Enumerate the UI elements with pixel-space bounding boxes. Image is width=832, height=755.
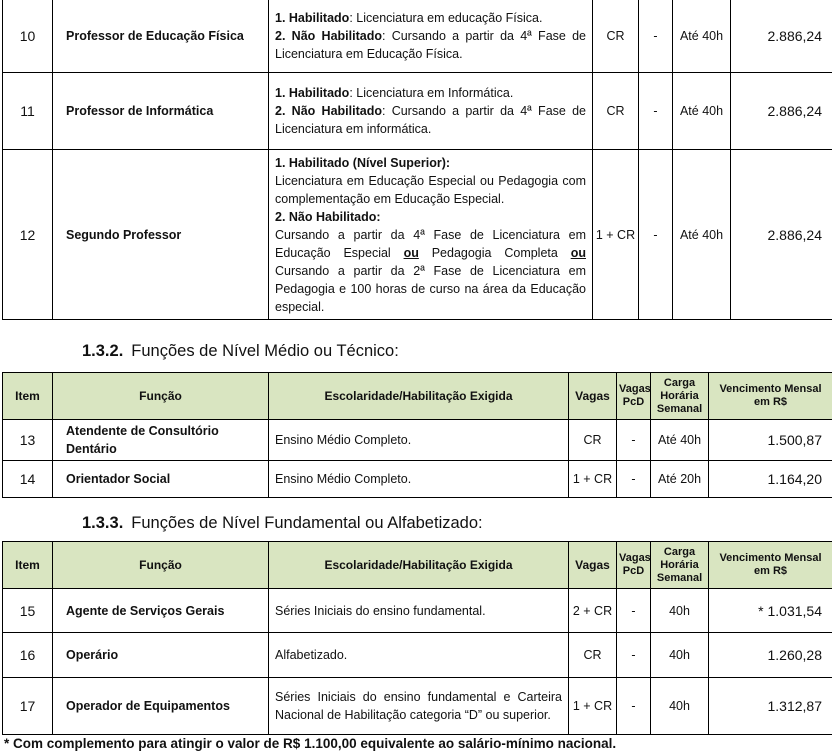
vagas-cell: CR: [593, 0, 639, 73]
header-funcao: Função: [53, 373, 269, 420]
pcd-cell: -: [617, 633, 651, 678]
vagas-cell: 2 + CR: [569, 589, 617, 633]
vencimento-cell: 2.886,24: [731, 73, 832, 150]
carga-cell: Até 40h: [673, 150, 731, 320]
vagas-cell: 1 + CR: [593, 150, 639, 320]
escolaridade-cell: [269, 150, 593, 320]
pcd-cell: -: [639, 150, 673, 320]
section-title-fundamental: [82, 514, 483, 533]
table-row: [3, 150, 832, 320]
header-item: Item: [3, 542, 53, 589]
vagas-cell: CR: [569, 420, 617, 461]
carga-cell: 40h: [651, 633, 709, 678]
vencimento-cell: 2.886,24: [731, 150, 832, 320]
section-label: Funções de Nível Médio ou Técnico:: [131, 342, 399, 360]
esc-line: 2. Não Habilitado: Cursando a partir da 4ª Fase de Licenciatura em Educação Física.: [275, 29, 587, 61]
pcd-cell: -: [617, 461, 651, 498]
vencimento-cell: 1.500,87: [709, 420, 832, 461]
esc-line: 1. Habilitado: Licenciatura em Informática.: [275, 86, 514, 100]
header-vencimento: Vencimento Mensal em R$: [709, 373, 832, 420]
carga-cell: Até 20h: [651, 461, 709, 498]
header-carga: Carga Horária Semanal: [651, 542, 709, 589]
carga-cell: 40h: [651, 678, 709, 735]
table-row: [3, 420, 832, 461]
header-funcao: Função: [53, 542, 269, 589]
header-pcd: Vagas PcD: [617, 373, 651, 420]
item-cell: 15: [3, 589, 53, 633]
section-title-medio: [82, 342, 399, 361]
section-number: 1.3.2.: [82, 342, 124, 360]
item-cell: 12: [3, 150, 53, 320]
table-row: [3, 73, 832, 150]
esc-line: Licenciatura em Educação Especial ou Pedagogia com complementação em Educação Especial.: [275, 173, 586, 206]
item-cell: 10: [3, 0, 53, 73]
vagas-cell: CR: [593, 73, 639, 150]
section-label: Funções de Nível Fundamental ou Alfabetizado:: [131, 514, 483, 532]
pcd-cell: -: [617, 420, 651, 461]
vencimento-cell: 2.886,24: [731, 0, 832, 73]
vencimento-cell: 1.164,20: [709, 461, 832, 498]
pcd-cell: -: [639, 0, 673, 73]
esc-heading: 1. Habilitado (Nível Superior):: [275, 155, 451, 170]
escolaridade-cell: Ensino Médio Completo.: [269, 461, 569, 498]
escolaridade-cell: Séries Iniciais do ensino fundamental e Carteira Nacional de Habilitação categoria “D” ou superior.: [269, 678, 569, 735]
item-cell: 16: [3, 633, 53, 678]
pcd-cell: -: [617, 589, 651, 633]
section-number: 1.3.3.: [82, 514, 124, 532]
funcao-cell: Atendente de Consultório Dentário: [53, 420, 269, 461]
header-escolaridade: Escolaridade/Habilitação Exigida: [269, 542, 569, 589]
funcao-cell: Operário: [53, 633, 269, 678]
esc-line: Cursando a partir da 4ª Fase de Licenciatura em Educação Especial ou Pedagogia Completa ou Cursando a partir da 2ª Fase de Licenciatura em Pedagogia e 100 horas de curso na área da Educação especial.: [275, 227, 586, 314]
escolaridade-cell: Alfabetizado.: [269, 633, 569, 678]
vencimento-cell: * 1.031,54: [709, 589, 832, 633]
item-cell: 17: [3, 678, 53, 735]
vagas-cell: 1 + CR: [569, 678, 617, 735]
item-cell: 14: [3, 461, 53, 498]
escolaridade-cell: Ensino Médio Completo.: [269, 420, 569, 461]
table-superior: [2, 0, 832, 320]
table-nivel-medio: [2, 372, 832, 498]
header-carga: Carga Horária Semanal: [651, 373, 709, 420]
funcao-cell: Orientador Social: [53, 461, 269, 498]
carga-cell: Até 40h: [651, 420, 709, 461]
pcd-cell: -: [617, 678, 651, 735]
vencimento-cell: 1.260,28: [709, 633, 832, 678]
header-vagas: Vagas: [569, 373, 617, 420]
esc-line: 1. Habilitado: Licenciatura em educação Física.: [275, 11, 543, 25]
carga-cell: Até 40h: [673, 0, 731, 73]
header-vagas: Vagas: [569, 542, 617, 589]
item-cell: 11: [3, 73, 53, 150]
escolaridade-cell: [269, 73, 593, 150]
header-pcd: Vagas PcD: [617, 542, 651, 589]
esc-heading: 2. Não Habilitado:: [275, 209, 381, 224]
escolaridade-cell: Séries Iniciais do ensino fundamental.: [269, 589, 569, 633]
funcao-cell: Agente de Serviços Gerais: [53, 589, 269, 633]
vagas-cell: CR: [569, 633, 617, 678]
carga-cell: Até 40h: [673, 73, 731, 150]
footnote: * Com complemento para atingir o valor de R$ 1.100,00 equivalente ao salário-mínimo nacional.: [4, 736, 617, 751]
header-vencimento: Vencimento Mensal em R$: [709, 542, 832, 589]
header-item: Item: [3, 373, 53, 420]
table-row: [3, 678, 832, 735]
esc-line: 2. Não Habilitado: Cursando a partir da 4ª Fase de Licenciatura em informática.: [275, 104, 587, 136]
header-row: [3, 542, 832, 589]
vagas-cell: 1 + CR: [569, 461, 617, 498]
pcd-cell: -: [639, 73, 673, 150]
escolaridade-cell: [269, 0, 593, 73]
header-escolaridade: Escolaridade/Habilitação Exigida: [269, 373, 569, 420]
funcao-cell: Operador de Equipamentos: [53, 678, 269, 735]
table-nivel-fundamental: [2, 541, 832, 735]
table-row: [3, 633, 832, 678]
table-row: [3, 461, 832, 498]
funcao-cell: Segundo Professor: [53, 150, 269, 320]
table-row: [3, 0, 832, 73]
item-cell: 13: [3, 420, 53, 461]
vencimento-cell: 1.312,87: [709, 678, 832, 735]
funcao-cell: Professor de Informática: [53, 73, 269, 150]
carga-cell: 40h: [651, 589, 709, 633]
header-row: [3, 373, 832, 420]
table-row: [3, 589, 832, 633]
funcao-cell: Professor de Educação Física: [53, 0, 269, 73]
